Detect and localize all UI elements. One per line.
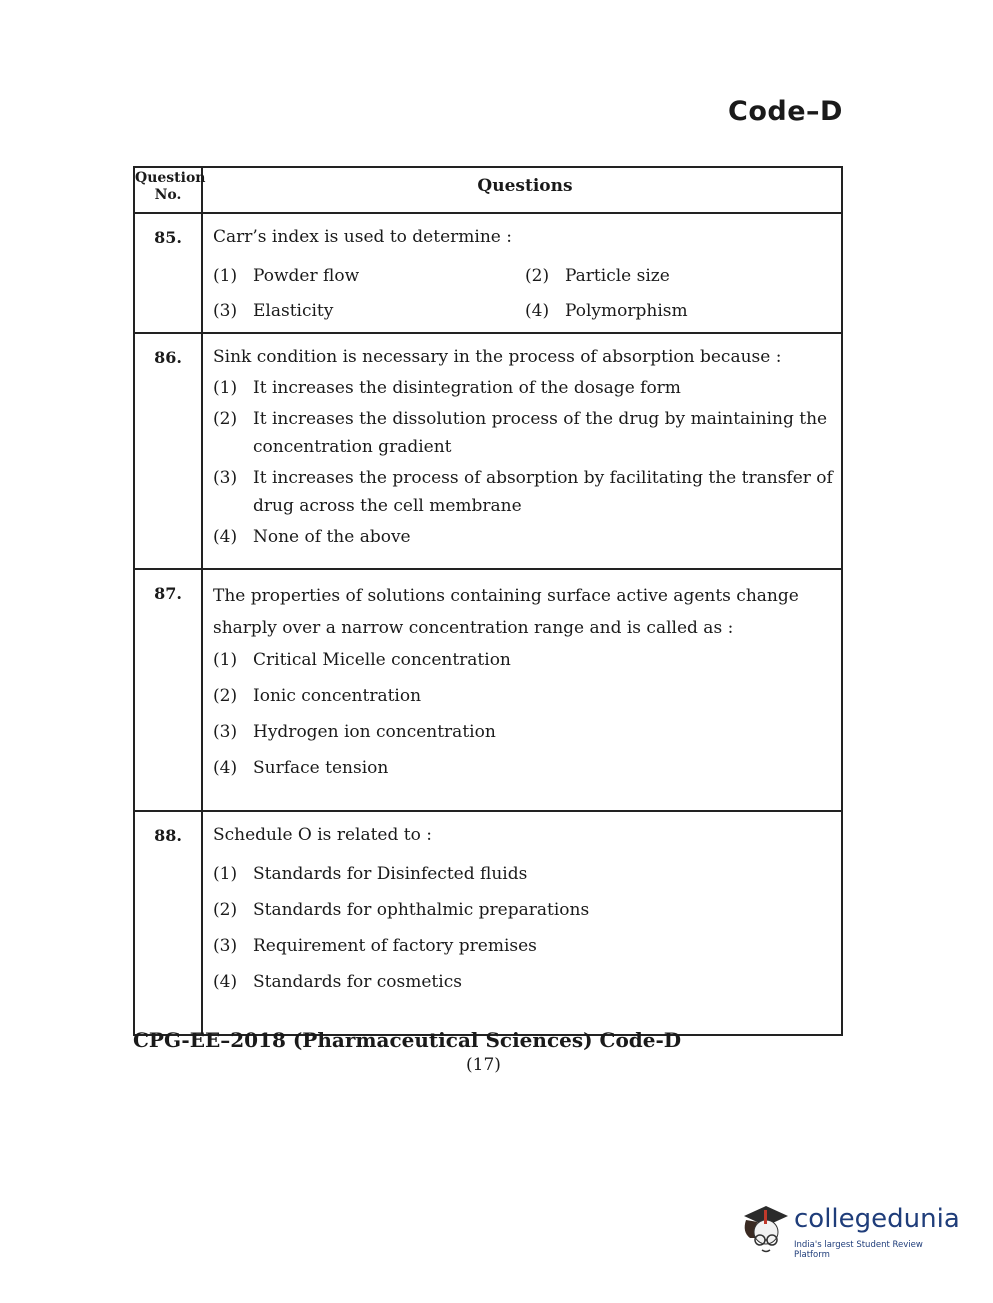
- option-3: [213, 464, 837, 520]
- option-num: (2): [213, 686, 238, 706]
- option-num: (2): [213, 900, 238, 920]
- question-row-88: [135, 810, 841, 1034]
- question-content: [203, 214, 841, 332]
- brand-name: collegedunia: [794, 1204, 960, 1234]
- option-num: (2): [213, 409, 238, 429]
- question-row-86: [135, 332, 841, 568]
- option-4: [213, 754, 837, 782]
- question-stem: Sink condition is necessary in the process of absorption because :: [213, 347, 782, 367]
- option-text: Requirement of factory premises: [253, 936, 537, 956]
- option-4: [525, 297, 837, 325]
- question-table: [133, 166, 843, 1036]
- question-stem: Schedule O is related to :: [213, 825, 432, 845]
- option-text: Standards for ophthalmic preparations: [253, 900, 590, 920]
- question-number: 85.: [135, 214, 203, 332]
- mascot-icon: [736, 1198, 792, 1258]
- table-header-row: [135, 168, 841, 212]
- option-1: [213, 860, 837, 888]
- option-text: Standards for Disinfected fluids: [253, 864, 528, 884]
- option-num: (1): [213, 266, 238, 286]
- question-number: 88.: [135, 812, 203, 1034]
- option-4: [213, 523, 837, 551]
- option-3: [213, 297, 525, 325]
- options-grid: [213, 262, 837, 328]
- option-num: (3): [213, 301, 238, 321]
- question-number: 87.: [135, 570, 203, 810]
- option-3: [213, 932, 837, 960]
- questions-header: Questions: [477, 176, 573, 196]
- option-num: (4): [213, 527, 238, 547]
- option-text: Elasticity: [253, 301, 334, 321]
- page-number: (17): [466, 1055, 501, 1075]
- option-num: (3): [213, 936, 238, 956]
- option-2: [213, 682, 837, 710]
- option-text: None of the above: [253, 527, 411, 547]
- exam-footer: CPG-EE–2018 (Pharmaceutical Sciences) Code-D: [133, 1028, 682, 1052]
- option-text: It increases the disintegration of the dosage form: [253, 378, 681, 398]
- option-text: Ionic concentration: [253, 686, 422, 706]
- option-3: [213, 718, 837, 746]
- option-text: Polymorphism: [565, 301, 688, 321]
- option-2: [213, 405, 837, 461]
- option-2: [213, 896, 837, 924]
- option-num: (4): [213, 758, 238, 778]
- option-num: (1): [213, 864, 238, 884]
- question-row-87: [135, 568, 841, 810]
- question-no-header: [135, 168, 206, 212]
- option-num: (3): [213, 468, 238, 488]
- question-row-85: [135, 212, 841, 332]
- question-content: [203, 570, 841, 810]
- option-num: (2): [525, 266, 550, 286]
- question-stem: The properties of solutions containing surface active agents change sharply over a narrow concentration range and is called as :: [213, 586, 799, 638]
- option-text: It increases the process of absorption by facilitating the transfer of drug across the cell membrane: [253, 468, 833, 516]
- exam-code-header: Code–D: [728, 96, 843, 127]
- question-content: [203, 812, 841, 1034]
- option-num: (1): [213, 378, 238, 398]
- question-content: [203, 334, 841, 568]
- option-text: Surface tension: [253, 758, 389, 778]
- option-num: (4): [525, 301, 550, 321]
- option-text: It increases the dissolution process of the drug by maintaining the concentration gradient: [253, 409, 828, 457]
- option-text: Hydrogen ion concentration: [253, 722, 496, 742]
- option-num: (1): [213, 650, 238, 670]
- option-text: Particle size: [565, 266, 670, 286]
- question-no-header-line1: Question: [135, 170, 206, 186]
- question-no-header-line2: No.: [154, 187, 182, 203]
- option-text: Powder flow: [253, 266, 360, 286]
- option-text: Critical Micelle concentration: [253, 650, 511, 670]
- option-num: (3): [213, 722, 238, 742]
- option-4: [213, 968, 837, 996]
- option-1: [213, 262, 525, 290]
- option-1: [213, 374, 837, 402]
- option-2: [525, 262, 837, 290]
- option-text: Standards for cosmetics: [253, 972, 462, 992]
- option-num: (4): [213, 972, 238, 992]
- question-number: 86.: [135, 334, 203, 568]
- question-stem: Carr’s index is used to determine :: [213, 227, 512, 247]
- brand-tagline: India's largest Student Review Platform: [794, 1240, 923, 1260]
- collegedunia-watermark: [736, 1198, 961, 1262]
- option-1: [213, 646, 837, 674]
